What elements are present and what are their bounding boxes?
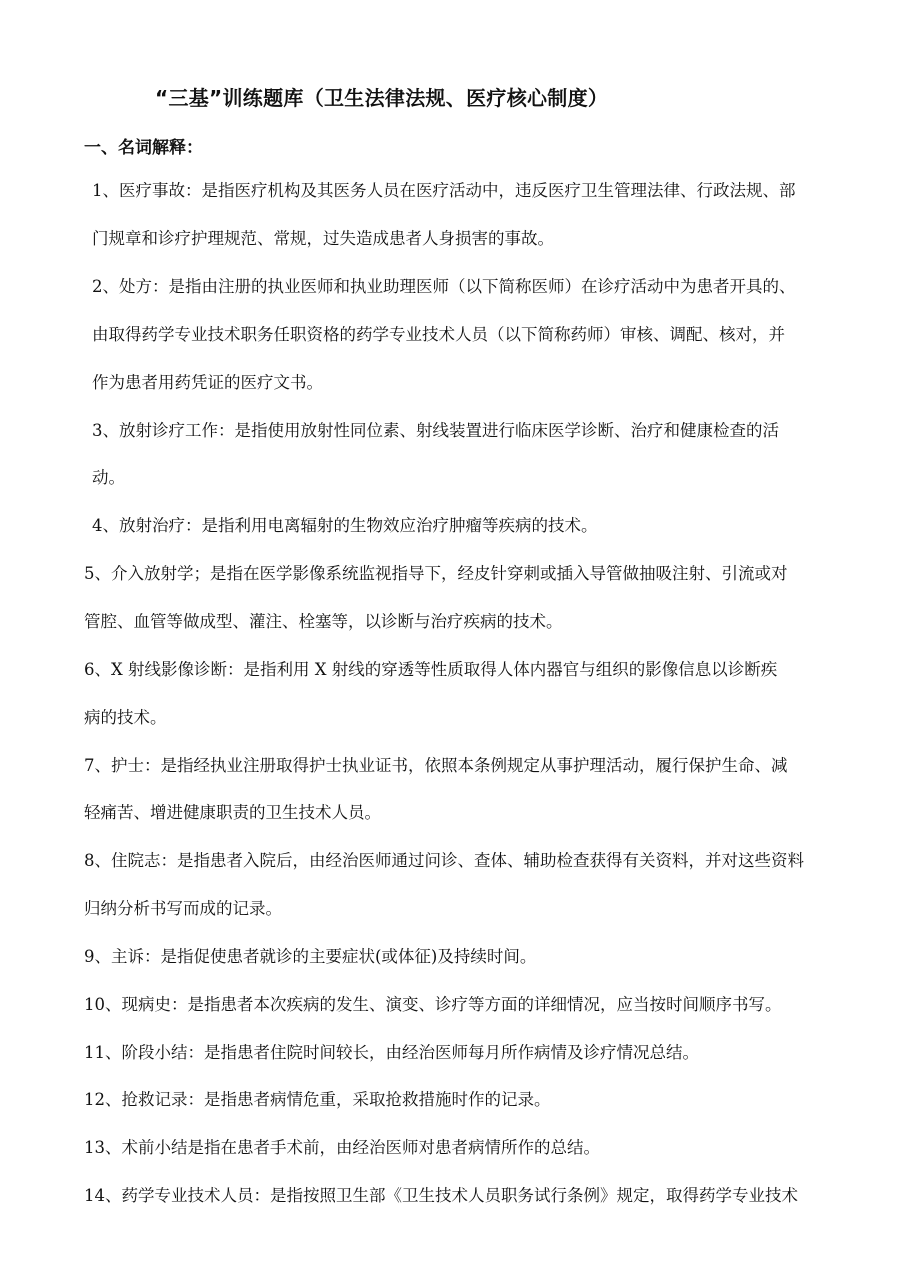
text-line: 12、抢救记录：是指患者病情危重，采取抢救措施时作的记录。	[84, 1090, 551, 1109]
text-line: 5、介入放射学；是指在医学影像系统监视指导下，经皮针穿刺或插入导管做抽吸注射、引流或对	[84, 564, 788, 583]
text-line: 轻痛苦、增进健康职责的卫生技术人员。	[84, 803, 381, 822]
text-line: 7、护士：是指经执业注册取得护士执业证书，依照本条例规定从事护理活动，履行保护生命、减	[84, 756, 788, 775]
text-line: 14、药学专业技术人员：是指按照卫生部《卫生技术人员职务试行条例》规定，取得药学专业技术	[84, 1186, 798, 1205]
text-line: 由取得药学专业技术职务任职资格的药学专业技术人员（以下简称药师）审核、调配、核对，并	[92, 325, 785, 344]
document-title: “三基”训练题库（卫生法律法规、医疗核心制度）	[155, 86, 609, 110]
text-line: 11、阶段小结：是指患者住院时间较长，由经治医师每月所作病情及诊疗情况总结。	[84, 1043, 699, 1062]
text-line: 10、现病史：是指患者本次疾病的发生、演变、诊疗等方面的详细情况，应当按时间顺序书写。	[84, 995, 782, 1014]
text-line: 9、主诉：是指促使患者就诊的主要症状(或体征)及持续时间。	[84, 947, 537, 966]
text-line: 门规章和诊疗护理规范、常规，过失造成患者人身损害的事故。	[92, 229, 554, 248]
text-line: 病的技术。	[84, 708, 167, 727]
text-line: 归纳分析书写而成的记录。	[84, 899, 282, 918]
text-line: 13、术前小结是指在患者手术前，由经治医师对患者病情所作的总结。	[84, 1138, 600, 1157]
text-line: 2、处方：是指由注册的执业医师和执业助理医师（以下简称医师）在诊疗活动中为患者开具的、	[92, 277, 796, 296]
text-line: 动。	[92, 468, 125, 487]
text-line: 管腔、血管等做成型、灌注、栓塞等，以诊断与治疗疾病的技术。	[84, 612, 563, 631]
section-heading: 一、名词解释：	[84, 138, 203, 158]
text-line: 3、放射诊疗工作：是指使用放射性同位素、射线装置进行临床医学诊断、治疗和健康检查的活	[92, 421, 779, 440]
text-line: 作为患者用药凭证的医疗文书。	[92, 373, 323, 392]
text-line: 8、住院志：是指患者入院后，由经治医师通过问诊、查体、辅助检查获得有关资料，并对这些资料	[84, 851, 804, 870]
text-line: 1、医疗事故：是指医疗机构及其医务人员在医疗活动中，违反医疗卫生管理法律、行政法规、部	[92, 181, 796, 200]
text-line: 4、放射治疗：是指利用电离辐射的生物效应治疗肿瘤等疾病的技术。	[92, 516, 598, 535]
text-line: 6、X 射线影像诊断：是指利用 X 射线的穿透等性质取得人体内器官与组织的影像信息以诊断疾	[84, 660, 778, 679]
